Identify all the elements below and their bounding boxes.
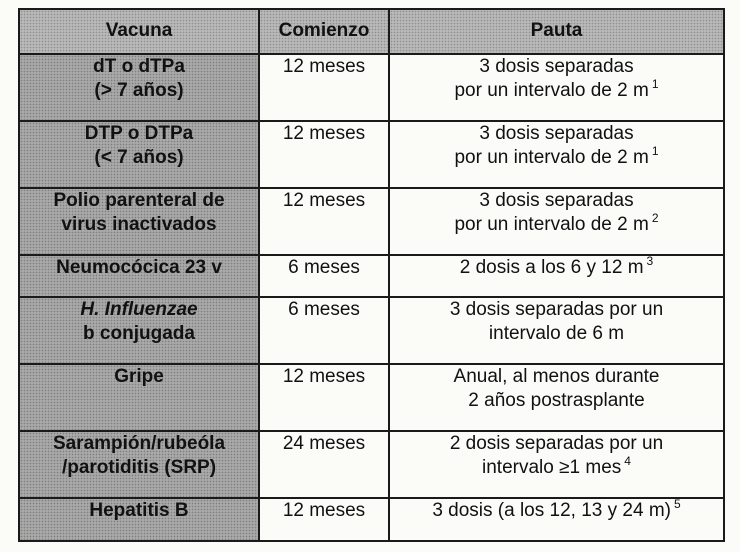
table-row [19,297,724,364]
vaccine-cell [19,431,259,498]
vaccine-cell [19,188,259,255]
schedule-cell [389,188,724,255]
table-header-row [19,9,724,54]
header-start: Comienzo [259,9,389,54]
start-value: 6 meses [288,299,360,321]
schedule-line: por un intervalo de 2 m [454,146,649,168]
vaccine-name: Sarampión/rubeóla [52,433,226,455]
start-value: 24 meses [282,433,366,455]
start-cell [259,364,389,431]
table-row [19,255,724,298]
schedule-cell [389,54,724,121]
start-value: 12 meses [282,366,366,388]
start-value: 12 meses [282,500,366,522]
start-value: 12 meses [282,55,366,77]
start-cell [259,498,389,541]
vaccine-qualifier: (> 7 años) [94,79,184,101]
start-cell [259,431,389,498]
start-cell [259,297,389,364]
vaccine-name: Gripe [114,366,164,388]
schedule-cell [389,364,724,431]
schedule-cell [389,255,724,298]
table-row [19,498,724,541]
vaccine-qualifier: (< 7 años) [94,146,184,168]
start-cell [259,54,389,121]
vaccine-cell [19,364,259,431]
header-vaccine: Vacuna [19,9,259,54]
vaccine-qualifier: b conjugada [83,323,195,345]
schedule-line: Anual, al menos durante [453,366,660,388]
table-row [19,188,724,255]
schedule-line: 3 dosis separadas [479,122,634,144]
start-value: 12 meses [282,122,366,144]
footnote-mark: 4 [624,454,631,469]
vaccine-name: Polio parenteral de [53,189,225,211]
schedule-line: intervalo ≥1 mes [482,457,622,479]
footnote-mark: 1 [651,143,659,158]
schedule-line: intervalo de 6 m [488,323,625,345]
table-row [19,364,724,431]
vaccine-cell [19,297,259,364]
table-row [19,54,724,121]
vaccine-cell [19,498,259,541]
vaccine-qualifier: virus inactivados [61,213,217,235]
footnote-mark: 1 [651,76,659,91]
table-row [19,431,724,498]
schedule-line: 2 años postrasplante [468,390,645,412]
start-cell [259,121,389,188]
schedule-cell [389,431,724,498]
schedule-line: 2 dosis separadas por un [449,433,664,455]
vaccine-name: Neumocócica 23 v [56,256,222,278]
schedule-line: por un intervalo de 2 m [454,213,649,235]
start-cell [259,188,389,255]
vaccine-cell [19,255,259,298]
schedule-cell [389,297,724,364]
footnote-mark: 2 [651,210,659,225]
table-row [19,121,724,188]
vaccination-schedule-table [18,8,725,542]
vaccine-name: dT o dTPa [93,55,185,77]
schedule-cell [389,498,724,541]
vaccine-cell [19,54,259,121]
schedule-line: 3 dosis (a los 12, 13 y 24 m) [432,500,671,522]
schedule-line: 2 dosis a los 6 y 12 m [459,256,644,278]
schedule-line: por un intervalo de 2 m [454,79,649,101]
vaccine-name: DTP o DTPa [84,122,194,144]
schedule-line: 3 dosis separadas [479,55,634,77]
schedule-cell [389,121,724,188]
header-schedule: Pauta [389,9,724,54]
start-value: 6 meses [288,256,360,278]
vaccine-cell [19,121,259,188]
footnote-mark: 5 [673,497,681,512]
footnote-mark: 3 [646,253,654,268]
start-cell [259,255,389,298]
schedule-line: 3 dosis separadas [479,189,634,211]
start-value: 12 meses [282,189,366,211]
vaccine-name: Hepatitis B [89,500,189,522]
vaccine-name: H. Influenzae [80,299,198,321]
vaccine-qualifier: /parotiditis (SRP) [61,457,217,479]
schedule-line: 3 dosis separadas por un [449,299,664,321]
